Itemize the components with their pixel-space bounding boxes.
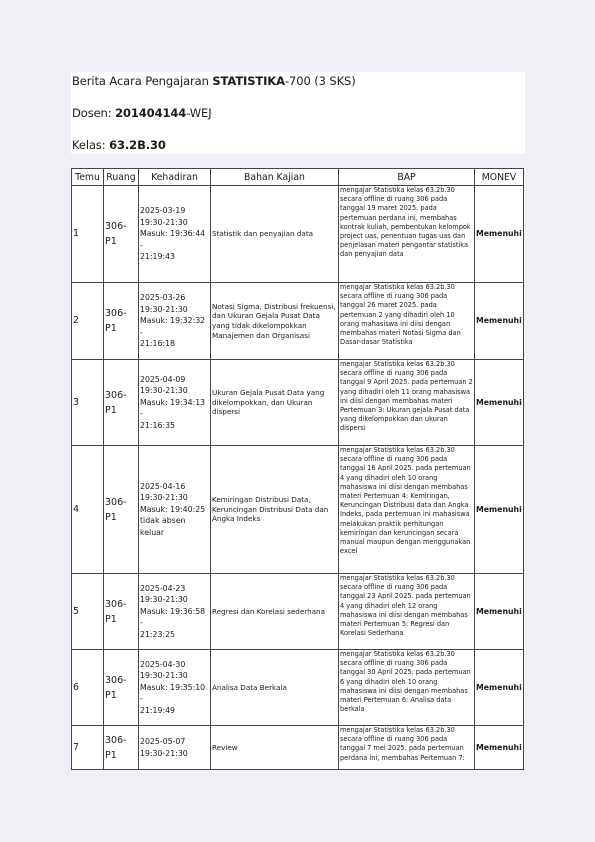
row-topic: Review (211, 726, 339, 770)
row-monev: Memenuhi (475, 574, 524, 650)
row-attendance: 2025-04-30 19:30-21:30 Masuk: 19:35:10 - 21:19:49 (139, 650, 211, 726)
row-number: 1 (72, 186, 104, 283)
row-topic: Kemiringan Distribusi Data, Keruncingan Distribusi Data dan Angka Indeks (211, 446, 339, 574)
row-bap (339, 283, 475, 360)
row-room: 306- P1 (104, 574, 139, 650)
row-bap-text: mengajar Statistika kelas 63.2b.30 secara offline di ruang 306 pada tanggal 23 April 2025. pada pertemuan 4 yang dihadiri oleh 12 orang mahasiswa ini diisi dengan membahas materi Pertemuan 5: Regresi dan Korelasi Sederhana (340, 574, 471, 638)
row-attendance: 2025-04-16 19:30-21:30 Masuk: 19:40:25 tidak absen keluar (139, 446, 211, 574)
course-name: STATISTIKA (212, 74, 285, 88)
col-header-monev: MONEV (475, 169, 524, 186)
table-row (72, 360, 524, 446)
lecturer-line (72, 106, 212, 120)
table-row (72, 726, 524, 770)
col-header-bahan-kajian: Bahan Kajian (211, 169, 339, 186)
row-attendance: 2025-03-26 19:30-21:30 Masuk: 19:32:32 - 21:16:18 (139, 283, 211, 360)
table-row (72, 186, 524, 283)
row-attendance: 2025-03-19 19:30-21:30 Masuk: 19:36:44 - 21:19:43 (139, 186, 211, 283)
row-bap (339, 574, 475, 650)
row-number: 6 (72, 650, 104, 726)
row-topic: Ukuran Gejala Pusat Data yang dikelompokkan, dan Ukuran dispersi (211, 360, 339, 446)
title-prefix: Berita Acara Pengajaran (72, 74, 213, 88)
row-bap (339, 726, 475, 770)
row-bap-text: mengajar Statistika kelas 63.2b.30 secara offline di ruang 306 pada tanggal 9 April 2025. pada pertemuan 2 yang dihadiri oleh 11 orang mahasiswa ini diisi dengan membahas materi Pertemuan 3: Ukuran gejala Pusat data yang dikelompokkan dan ukuran dispersi (340, 360, 473, 433)
row-monev: Memenuhi (475, 186, 524, 283)
row-topic: Statistik dan penyajian data (211, 186, 339, 283)
row-bap-text: mengajar Statistika kelas 63.2b.30 secara offline di ruang 306 pada tanggal 19 maret 2025. pada pertemuan perdana ini, membahas kontrak kuliah, pembentukan kelompok project uas, penentuan tugas uas dan penjelasan materi pengantar statistika dan penyajian data (340, 186, 471, 259)
class-value: 63.2B.30 (109, 138, 166, 152)
row-room: 306- P1 (104, 283, 139, 360)
table-row (72, 574, 524, 650)
course-code: -700 (3 SKS) (284, 74, 356, 88)
row-room: 306- P1 (104, 650, 139, 726)
table-row (72, 650, 524, 726)
row-topic: Regresi dan Korelasi sederhana (211, 574, 339, 650)
row-room: 306- P1 (104, 726, 139, 770)
row-topic: Analisa Data Berkala (211, 650, 339, 726)
row-bap (339, 446, 475, 574)
col-header-ruang: Ruang (104, 169, 139, 186)
row-topic: Notasi Sigma, Distribusi frekuensi, dan Ukuran Gejala Pusat Data yang tidak dikelompokkan Manajemen dan Organisasi (211, 283, 339, 360)
table-header-row (72, 169, 524, 186)
class-label: Kelas: (72, 138, 110, 152)
row-number: 5 (72, 574, 104, 650)
row-bap-text: mengajar Statistika kelas 63.2b.30 secara offline di ruang 306 pada tanggal 7 mei 2025. pada pertemuan perdana ini, membahas Pertemuan 7: (340, 726, 465, 762)
row-number: 2 (72, 283, 104, 360)
row-monev: Memenuhi (475, 360, 524, 446)
lecturer-code: -WEJ (186, 106, 212, 120)
row-room: 306- P1 (104, 360, 139, 446)
row-number: 3 (72, 360, 104, 446)
row-monev: Memenuhi (475, 446, 524, 574)
row-bap (339, 360, 475, 446)
row-bap-text: mengajar Statistika kelas 63.2b.30 secara offline di ruang 306 pada tanggal 26 maret 2025. pada pertemuan 2 yang dihadiri oleh 10 orang mahasiswa ini diisi dengan membahas materi Notasi Sigma dan Dasar-dasar Statistika (340, 283, 461, 347)
lecturer-id: 201404144 (115, 106, 187, 120)
row-bap-text: mengajar Statistika kelas 63.2b.30 secara offline di ruang 306 pada tanggal 30 April 2025. pada pertemuan 6 yang dihadiri oleh 10 orang mahasiswa ini diisi dengan membahas materi Pertemuan 6: Analisa data berkala (340, 650, 471, 714)
row-bap (339, 650, 475, 726)
lecturer-label: Dosen: (72, 106, 116, 120)
row-attendance: 2025-05-07 19:30-21:30 (139, 726, 211, 770)
row-bap (339, 186, 475, 283)
row-number: 4 (72, 446, 104, 574)
row-room: 306- P1 (104, 446, 139, 574)
class-line (72, 138, 166, 152)
row-attendance: 2025-04-09 19:30-21:30 Masuk: 19:34:13 - 21:16:35 (139, 360, 211, 446)
table-row (72, 446, 524, 574)
document-header (71, 72, 525, 154)
row-bap-text: mengajar Statistika kelas 63.2b.30 secara offline di ruang 306 pada tanggal 16 April 2025. pada pertemuan 4 yang dihadiri oleh 10 orang mahasiswa ini diisi dengan membahas materi Pertemuan 4: Kemiringan, Keruncingan Distribusi data dan Angka Indeks, pada pertemuan ini mahasiswa melakukan praktik perhitungan kemiringan dan keruncingan secara manual maupun dengan menggunakan excel (340, 446, 471, 556)
col-header-temu: Temu (72, 169, 104, 186)
row-number: 7 (72, 726, 104, 770)
row-room: 306- P1 (104, 186, 139, 283)
col-header-bap: BAP (339, 169, 475, 186)
attendance-table (71, 168, 524, 770)
table-row (72, 283, 524, 360)
row-monev: Memenuhi (475, 726, 524, 770)
col-header-kehadiran: Kehadiran (139, 169, 211, 186)
row-monev: Memenuhi (475, 650, 524, 726)
row-attendance: 2025-04-23 19:30-21:30 Masuk: 19:36:58 - 21:23:25 (139, 574, 211, 650)
row-monev: Memenuhi (475, 283, 524, 360)
document-title (72, 74, 356, 88)
